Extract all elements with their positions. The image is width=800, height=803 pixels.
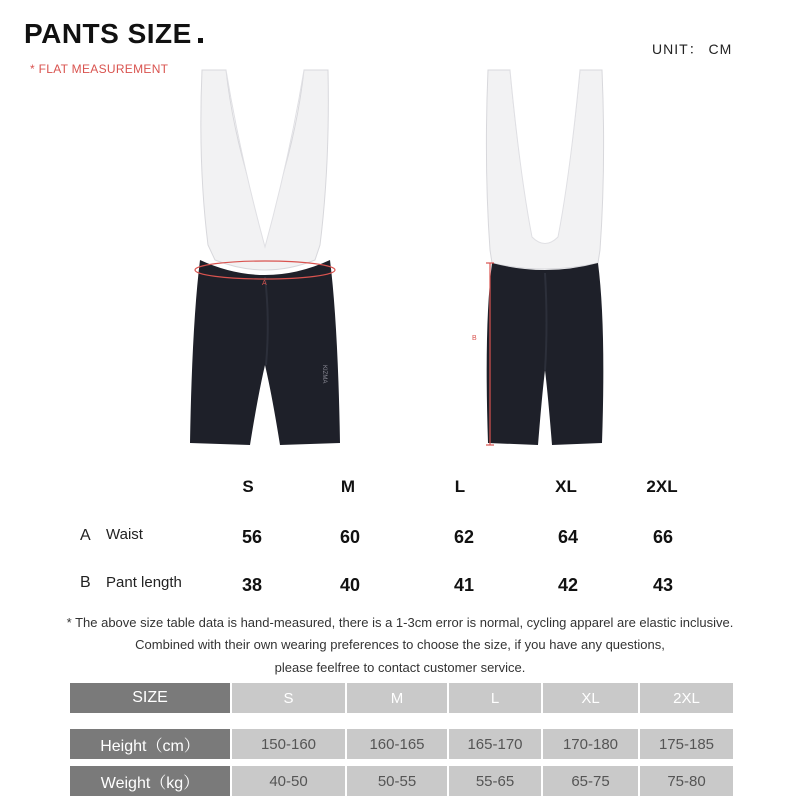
weight-l: 55-65 xyxy=(449,766,541,796)
reference-size-xl: XL xyxy=(543,683,638,713)
row-b-name: Pant length xyxy=(106,574,182,591)
length-l: 41 xyxy=(453,575,475,595)
size-header-2xl: 2XL xyxy=(646,477,678,496)
marker-b: B xyxy=(472,335,477,342)
flat-measurement-note: * FLAT MEASUREMENT xyxy=(30,62,169,76)
height-m: 160-165 xyxy=(347,729,447,759)
size-header-l: L xyxy=(454,477,466,496)
size-header-s: S xyxy=(242,477,254,496)
reference-size-label: SIZE xyxy=(70,683,230,713)
front-shorts xyxy=(190,260,340,445)
length-m: 40 xyxy=(339,575,361,595)
size-header-xl: XL xyxy=(555,477,577,496)
size-advice-note: Combined with their own wearing preferences to choose the size, if you have any questions, xyxy=(135,637,665,652)
waist-2xl: 66 xyxy=(652,527,674,547)
weight-m: 50-55 xyxy=(347,766,447,796)
length-xl: 42 xyxy=(557,575,579,595)
height-s: 150-160 xyxy=(232,729,345,759)
bib-shorts-front-illustration xyxy=(180,65,350,450)
measurement-disclaimer: * The above size table data is hand-measured, there is a 1-3cm error is normal, cycling apparel are elastic inclusive. xyxy=(66,615,734,630)
marker-a: A xyxy=(262,280,267,287)
bib-shorts-back-illustration xyxy=(470,65,620,450)
reference-size-2xl: 2XL xyxy=(640,683,733,713)
height-2xl: 175-185 xyxy=(640,729,733,759)
height-weight-reference-table xyxy=(70,683,735,803)
weight-s: 40-50 xyxy=(232,766,345,796)
row-a-letter: A xyxy=(80,527,91,544)
title-dot xyxy=(198,38,203,43)
reference-height-row xyxy=(70,729,735,759)
size-header-m: M xyxy=(340,477,356,496)
reference-header-row xyxy=(70,683,735,713)
reference-size-s: S xyxy=(232,683,345,713)
reference-size-m: M xyxy=(347,683,447,713)
waist-s: 56 xyxy=(241,527,263,547)
weight-2xl: 75-80 xyxy=(640,766,733,796)
reference-size-l: L xyxy=(449,683,541,713)
weight-xl: 65-75 xyxy=(543,766,638,796)
weight-label: Weight（kg） xyxy=(70,766,230,796)
height-label: Height（cm） xyxy=(70,729,230,759)
row-a-name: Waist xyxy=(106,526,143,543)
length-s: 38 xyxy=(241,575,263,595)
brand-logo: KIZMA xyxy=(321,365,327,384)
reference-weight-row xyxy=(70,766,735,796)
height-xl: 170-180 xyxy=(543,729,638,759)
contact-note: please feelfree to contact customer service. xyxy=(274,660,526,675)
waist-m: 60 xyxy=(339,527,361,547)
waist-xl: 64 xyxy=(557,527,579,547)
page-title: PANTS SIZE xyxy=(24,18,203,50)
row-b-letter: B xyxy=(80,574,91,591)
length-2xl: 43 xyxy=(652,575,674,595)
waist-l: 62 xyxy=(453,527,475,547)
height-l: 165-170 xyxy=(449,729,541,759)
unit-label: UNIT： CM xyxy=(652,41,733,57)
